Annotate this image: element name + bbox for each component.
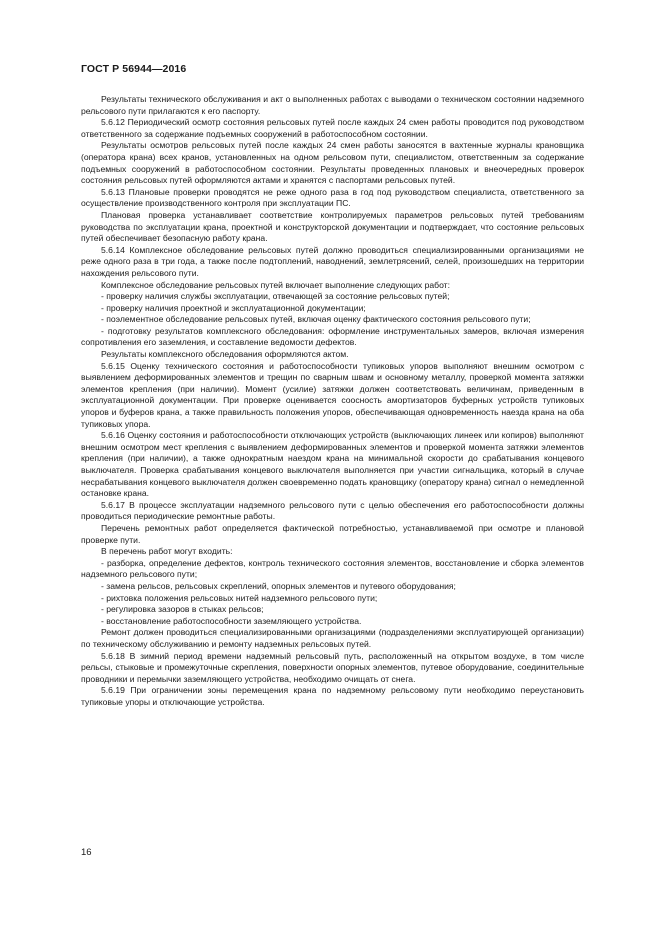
paragraph: Перечень ремонтных работ определяется фактической потребностью, устанавливаемой при осмотре и плановой проверке пути. [81, 522, 584, 545]
list-item: - поэлементное обследование рельсовых путей, включая оценку фактического состояния рельсового пути; [101, 314, 531, 325]
paragraph: 5.6.12 Периодический осмотр состояния рельсовых путей после каждых 24 смен работы проводится под руководством ответственного за содержание подъемных сооружений в работоспособном состоянии. [81, 117, 584, 139]
paragraph: 5.6.16 Оценку состояния и работоспособности отключающих устройств (выключающих линеек или копиров) выполняют внешним осмотром мест крепления с выявлением деформированных элементов и проверкой момента затяжки элементов крепления (при наличии), а также однократным наездом крана на минимальной скорости до срабатывания концевого выключателя. Проверка срабатывания концевого выключателя выполняется при участии сигнальщика, который в случае несрабатывания концевого выключателя должен своевременно подать крановщику (оператору крана) сигнал о немедленной остановке крана. [81, 430, 584, 499]
paragraph: Результаты технического обслуживания и акт о выполненных работах с выводами о техническом состоянии надземного рельсового пути прилагаются к его паспорту. [81, 94, 584, 116]
paragraph: Плановая проверка устанавливает соответствие контролируемых параметров рельсовых путей требованиям руководства по эксплуатации крана, проектной и конструкторской документации и подтверждает, что состояние рельсовых путей обеспечивает безопасную работу крана. [81, 209, 584, 244]
list-item: - подготовку результатов комплексного обследования: оформление инструментальных замеров, включая измерения сопротивления его заземления, и составление ведомости дефектов. [81, 325, 584, 348]
list-item: - восстановление работоспособности заземляющего устройства. [101, 615, 362, 626]
paragraph: 5.6.19 При ограничении зоны перемещения крана по надземному рельсовому пути необходимо переустановить тупиковые упоры и отключающие устройства. [81, 685, 584, 707]
paragraph: Результаты осмотров рельсовых путей после каждых 24 смен работы заносятся в вахтенные журналы крановщика (оператора крана) всех кранов, установленных на одном рельсовом пути, специалистом, ответственным за содержание подъемных сооружений в работоспособном состоянии. Результаты проведенных плановых и внеочередных проверок состояния рельсовых путей оформляются актами и хранятся с паспортами рельсовых путей. [81, 140, 584, 186]
list-item: - регулировка зазоров в стыках рельсов; [101, 604, 264, 615]
list-item: - рихтовка положения рельсовых нитей надземного рельсового пути; [101, 592, 378, 603]
paragraph: 5.6.13 Плановые проверки проводятся не реже одного раза в год под руководством специалиста, ответственного за осуществление производственного контроля при эксплуатации ПС. [81, 186, 584, 209]
paragraph: В перечень работ могут входить: [101, 546, 233, 557]
document-body [81, 94, 584, 708]
paragraph: 5.6.15 Оценку технического состояния и работоспособности тупиковых упоров выполняют внешним осмотром с выявлением деформированных элементов и трещин по сварным швам и основному металлу, проверкой момента затяжки элементов крепления (при наличии). Момент (усилие) затяжки должен соответствовать величинам, приведенным в эксплуатационной документации. При проверке оценивается соосность амортизаторов буферных устройств тупиковых упоров и буферов крана, а также правильность положения упоров, обеспечивающая одновременность наезда крана на оба тупиковых упора. [81, 360, 584, 429]
list-item: - разборка, определение дефектов, контроль технического состояния элементов, восстановление и сборка элементов надземного рельсового пути; [81, 557, 584, 580]
list-item: - замена рельсов, рельсовых скреплений, опорных элементов и путевого оборудования; [101, 580, 456, 591]
page-number: 16 [81, 847, 92, 858]
paragraph: 5.6.17 В процессе эксплуатации надземного рельсового пути с целью обеспечения его работоспособности должны проводиться периодические ремонтные работы. [81, 499, 584, 522]
paragraph: Результаты комплексного обследования оформляются актом. [101, 349, 349, 360]
paragraph: Комплексное обследование рельсовых путей включает выполнение следующих работ: [101, 279, 450, 290]
document-header: ГОСТ Р 56944—2016 [81, 63, 187, 75]
list-item: - проверку наличия службы эксплуатации, отвечающей за состояние рельсовых путей; [101, 291, 450, 302]
paragraph: 5.6.18 В зимний период времени надземный рельсовый путь, расположенный на открытом воздухе, в том числе рельсы, стыковые и промежуточные скрепления, поверхности опорных элементов, путевое оборудование, соединительные проводники и перемычки заземляющего устройства, необходимо очищать от снега. [81, 650, 584, 684]
paragraph: 5.6.14 Комплексное обследование рельсовых путей должно проводиться специализированными организациями не реже одного раза в три года, а также после подтоплений, наводнений, землетрясений, селей, произошедших на территории нахождения рельсового пути. [81, 244, 584, 278]
paragraph: Ремонт должен проводиться специализированными организациями (подразделениями эксплуатирующей организации) по техническому обслуживанию и ремонту надземных рельсовых путей. [81, 627, 584, 649]
list-item: - проверку наличия проектной и эксплуатационной документации; [101, 302, 366, 313]
